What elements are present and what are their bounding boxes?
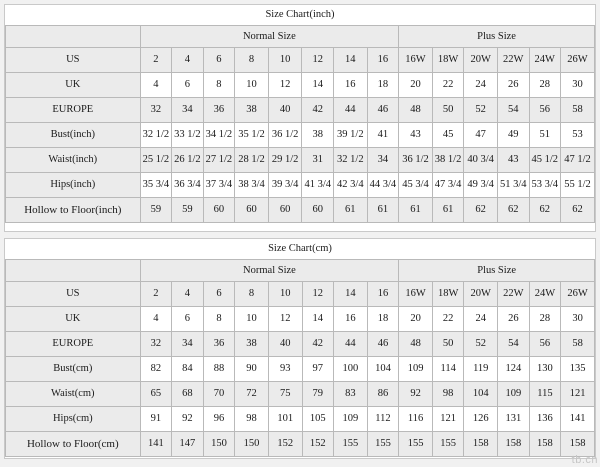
cell: 50 [432,98,464,123]
group-header-row-cm [6,260,595,282]
cell: 32 1/2 [333,148,367,173]
cell: 42 3/4 [333,173,367,198]
cell: 105 [302,407,334,432]
cell: 36 [203,98,235,123]
cell: 26 1/2 [172,148,204,173]
cell: 155 [367,432,399,457]
row-label-europe-inch: EUROPE [6,98,141,123]
cell: 70 [203,382,235,407]
cell: 18W [432,282,464,307]
cell: 59 [140,198,172,223]
page-title-inch: Size Chart(inch) [6,5,595,26]
cell: 150 [203,432,235,457]
cell: 16W [399,48,433,73]
cell: 40 [268,98,302,123]
cell: 14 [302,307,334,332]
cell: 155 [334,432,368,457]
cell: 2 [140,282,172,307]
cell: 30 [561,73,595,98]
cell: 45 3/4 [399,173,433,198]
cell: 26W [561,48,595,73]
cell: 10 [268,48,302,73]
cell: 158 [498,432,530,457]
table-row [6,198,595,223]
cell: 6 [172,73,204,98]
cell: 40 [268,332,302,357]
cell: 115 [529,382,561,407]
table-row [6,357,595,382]
cell: 147 [172,432,204,457]
cell: 43 [399,123,433,148]
cell: 114 [432,357,464,382]
row-label-hollow-to-floor-inch: Hollow to Floor(inch) [6,198,141,223]
cell: 58 [561,332,595,357]
cell: 2 [140,48,172,73]
cell: 14 [334,282,368,307]
cell: 6 [172,307,204,332]
cell: 49 [497,123,529,148]
row-label-waist-inch: Waist(inch) [6,148,141,173]
cell: 49 3/4 [464,173,498,198]
cell: 47 1/2 [561,148,595,173]
cell: 101 [268,407,302,432]
cell: 34 1/2 [203,123,235,148]
table-row [6,73,595,98]
cell: 93 [268,357,302,382]
cell: 46 [367,98,399,123]
page-title-cm: Size Chart(cm) [6,239,595,260]
cell: 121 [561,382,595,407]
cell: 92 [399,382,433,407]
cell: 82 [140,357,172,382]
table-row [6,98,595,123]
cell: 12 [268,73,302,98]
cell: 92 [172,407,204,432]
cell: 10 [268,282,302,307]
cell: 16 [367,282,399,307]
cell: 22 [432,73,464,98]
row-label-bust-cm: Bust(cm) [6,357,141,382]
cell: 116 [399,407,433,432]
cell: 24W [529,282,561,307]
table-row [6,407,595,432]
row-label-us-inch: US [6,48,141,73]
size-chart-inch-block [4,4,596,232]
cell: 79 [302,382,334,407]
row-label-hollow-to-floor-cm: Hollow to Floor(cm) [6,432,141,457]
cell: 104 [367,357,399,382]
cell: 98 [235,407,269,432]
size-chart-inch-table [5,5,595,223]
cell: 84 [172,357,204,382]
cell: 38 [235,332,269,357]
cell: 158 [464,432,498,457]
row-label-hips-cm: Hips(cm) [6,407,141,432]
cell: 91 [140,407,172,432]
table-row [6,432,595,457]
cell: 22 [432,307,464,332]
cell: 35 1/2 [235,123,269,148]
cell: 20W [464,48,498,73]
cell: 34 [172,332,204,357]
cell: 20W [464,282,498,307]
cell: 126 [464,407,498,432]
cell: 141 [140,432,172,457]
cell: 22W [498,282,530,307]
table-row [6,282,595,307]
cell: 131 [498,407,530,432]
cell: 62 [497,198,529,223]
cell: 31 [302,148,334,173]
row-label-uk-inch: UK [6,73,141,98]
cell: 39 1/2 [333,123,367,148]
table-row [6,173,595,198]
cell: 51 3/4 [497,173,529,198]
group-plus-size-cm: Plus Size [399,260,595,282]
cell: 4 [140,307,172,332]
table-row [6,123,595,148]
cell: 68 [172,382,204,407]
cell: 54 [498,332,530,357]
cell: 59 [172,198,204,223]
cell: 88 [203,357,235,382]
cell: 155 [399,432,433,457]
cell: 28 [529,73,561,98]
cell: 36 [203,332,235,357]
cell: 55 1/2 [561,173,595,198]
row-label-waist-cm: Waist(cm) [6,382,141,407]
cell: 90 [235,357,269,382]
cell: 12 [302,282,334,307]
cell: 62 [529,198,561,223]
cell: 61 [399,198,433,223]
cell: 30 [561,307,595,332]
chart-title-row [6,5,595,26]
cell: 18 [367,307,399,332]
cell: 12 [268,307,302,332]
cell: 36 1/2 [399,148,433,173]
cell: 47 3/4 [432,173,464,198]
cell: 152 [302,432,334,457]
cell: 158 [529,432,561,457]
cell: 32 [140,332,172,357]
size-chart-cm-table [5,239,595,457]
cell: 155 [432,432,464,457]
cell: 6 [203,282,235,307]
cell: 10 [235,307,269,332]
cell: 60 [268,198,302,223]
cell: 36 1/2 [268,123,302,148]
cell: 38 [302,123,334,148]
cell: 12 [302,48,334,73]
cell: 61 [367,198,399,223]
group-header-row-inch [6,26,595,48]
cell: 32 [140,98,172,123]
cell: 72 [235,382,269,407]
cell: 16 [333,73,367,98]
cell: 136 [529,407,561,432]
cell: 150 [235,432,269,457]
cell: 18 [367,73,399,98]
cell: 28 1/2 [235,148,269,173]
cell: 96 [203,407,235,432]
cell: 41 [367,123,399,148]
cell: 121 [432,407,464,432]
cell: 10 [235,73,269,98]
cell: 98 [432,382,464,407]
cell: 46 [367,332,399,357]
cell: 44 [333,98,367,123]
cell: 26 [497,73,529,98]
cell: 83 [334,382,368,407]
cell: 65 [140,382,172,407]
cell: 20 [399,73,433,98]
cell: 51 [529,123,561,148]
cell: 109 [334,407,368,432]
cell: 104 [464,382,498,407]
cell: 61 [333,198,367,223]
cell: 109 [399,357,433,382]
size-chart-cm-block [4,238,596,459]
row-label-hips-inch: Hips(inch) [6,173,141,198]
group-plus-size-inch: Plus Size [399,26,595,48]
row-label-bust-inch: Bust(inch) [6,123,141,148]
cell: 27 1/2 [203,148,235,173]
cell: 24W [529,48,561,73]
cell: 29 1/2 [268,148,302,173]
cell: 38 3/4 [235,173,269,198]
cell: 33 1/2 [172,123,204,148]
cell: 56 [529,98,561,123]
cell: 62 [561,198,595,223]
cell: 20 [399,307,433,332]
cell: 47 [464,123,498,148]
cell: 18W [432,48,464,73]
watermark-text: tb.cn [571,454,598,466]
cell: 48 [399,98,433,123]
cell: 56 [529,332,561,357]
cell: 52 [464,98,498,123]
cell: 60 [235,198,269,223]
table-row [6,48,595,73]
cell: 25 1/2 [140,148,172,173]
cell: 38 1/2 [432,148,464,173]
cell: 8 [203,73,235,98]
cell: 50 [432,332,464,357]
cell: 8 [235,282,269,307]
cell: 141 [561,407,595,432]
cell: 119 [464,357,498,382]
cell: 44 3/4 [367,173,399,198]
cell: 28 [529,307,561,332]
cell: 38 [235,98,269,123]
cell: 54 [497,98,529,123]
cell: 4 [172,48,204,73]
cell: 16 [367,48,399,73]
group-normal-size-inch: Normal Size [140,26,399,48]
cell: 32 1/2 [140,123,172,148]
table-row [6,382,595,407]
cell: 26W [561,282,595,307]
cell: 53 3/4 [529,173,561,198]
cell: 43 [497,148,529,173]
table-row [6,332,595,357]
table-row [6,307,595,332]
cell: 8 [203,307,235,332]
cell: 35 3/4 [140,173,172,198]
cell: 135 [561,357,595,382]
cell: 62 [464,198,498,223]
cell: 112 [367,407,399,432]
cell: 34 [172,98,204,123]
cell: 97 [302,357,334,382]
chart-title-row [6,239,595,260]
cell: 60 [203,198,235,223]
cell: 124 [498,357,530,382]
cell: 109 [498,382,530,407]
cell: 42 [302,332,334,357]
cell: 60 [302,198,334,223]
cell: 36 3/4 [172,173,204,198]
cell: 6 [203,48,235,73]
corner-cell [6,26,141,48]
cell: 152 [268,432,302,457]
cell: 16 [334,307,368,332]
cell: 100 [334,357,368,382]
corner-cell [6,260,141,282]
cell: 41 3/4 [302,173,334,198]
cell: 53 [561,123,595,148]
cell: 39 3/4 [268,173,302,198]
row-label-europe-cm: EUROPE [6,332,141,357]
cell: 37 3/4 [203,173,235,198]
cell: 58 [561,98,595,123]
cell: 14 [333,48,367,73]
cell: 24 [464,307,498,332]
cell: 4 [140,73,172,98]
cell: 52 [464,332,498,357]
cell: 26 [498,307,530,332]
cell: 45 [432,123,464,148]
group-normal-size-cm: Normal Size [140,260,399,282]
cell: 40 3/4 [464,148,498,173]
cell: 22W [497,48,529,73]
table-row [6,148,595,173]
cell: 14 [302,73,334,98]
cell: 75 [268,382,302,407]
row-label-uk-cm: UK [6,307,141,332]
cell: 61 [432,198,464,223]
cell: 130 [529,357,561,382]
cell: 158 [561,432,595,457]
cell: 8 [235,48,269,73]
cell: 24 [464,73,498,98]
cell: 45 1/2 [529,148,561,173]
row-label-us-cm: US [6,282,141,307]
cell: 4 [172,282,204,307]
cell: 42 [302,98,334,123]
cell: 16W [399,282,433,307]
cell: 86 [367,382,399,407]
cell: 48 [399,332,433,357]
cell: 44 [334,332,368,357]
cell: 34 [367,148,399,173]
